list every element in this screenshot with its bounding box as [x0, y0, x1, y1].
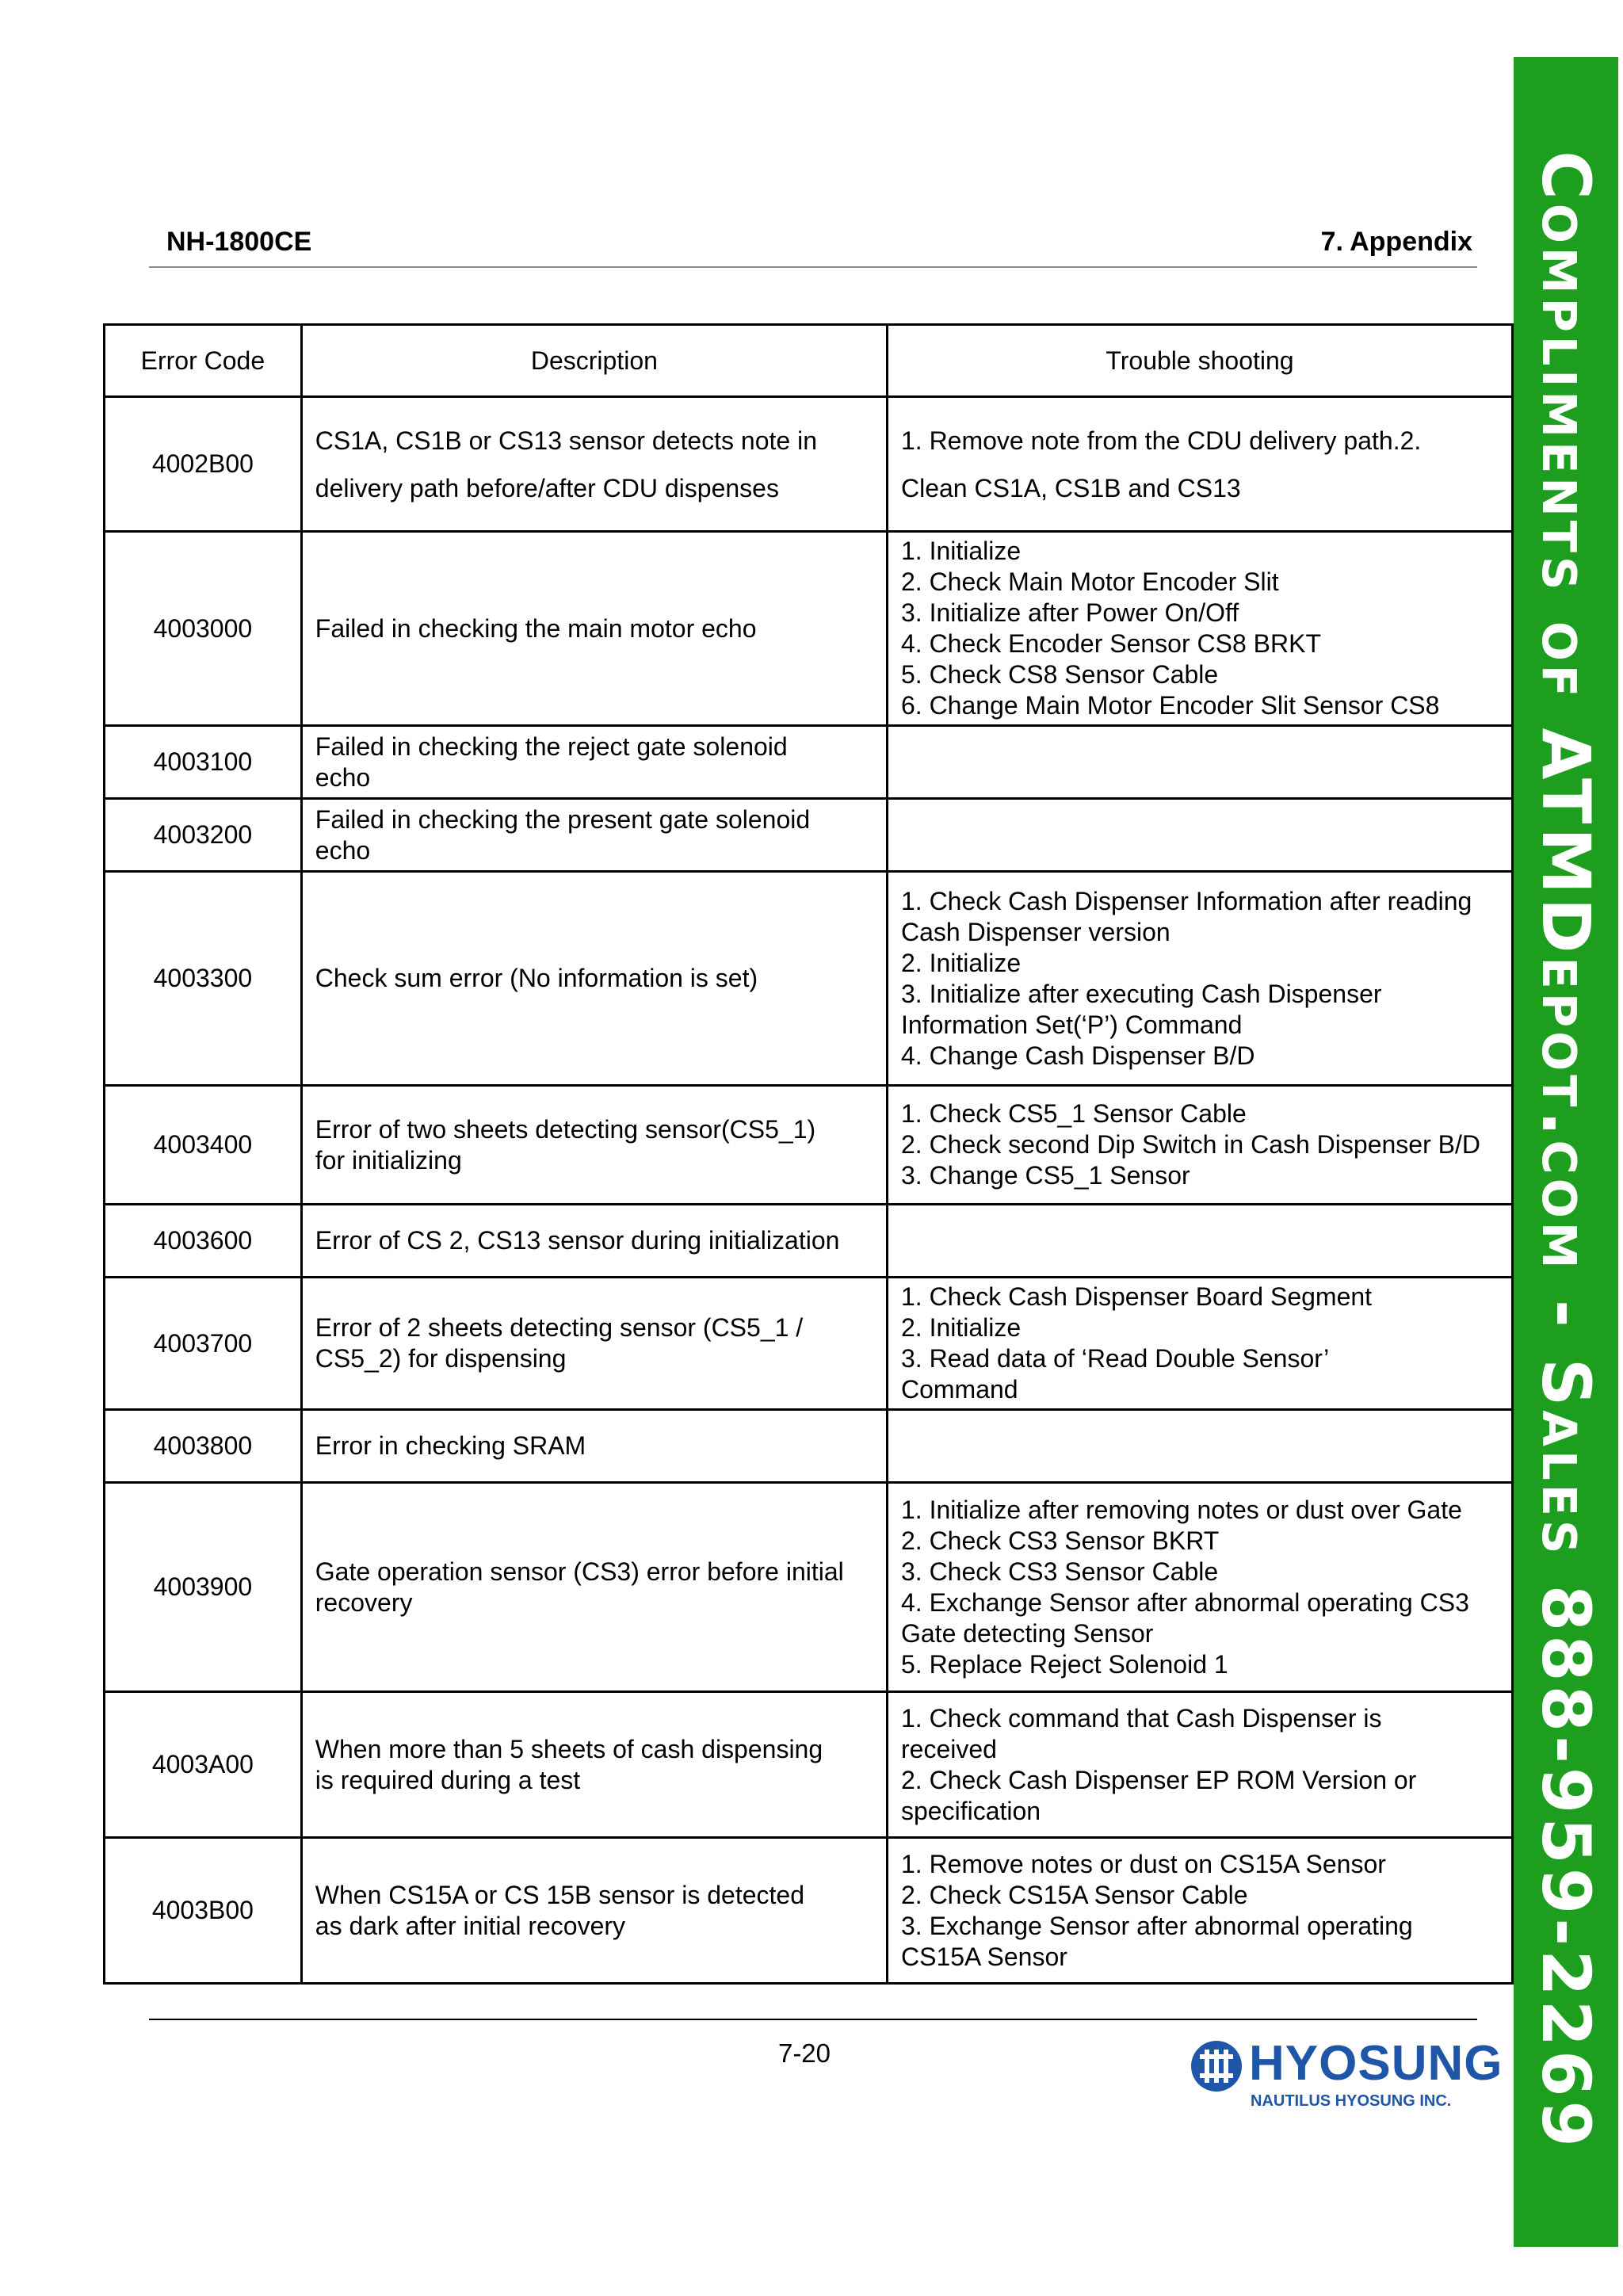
- description-line: as dark after initial recovery: [315, 1911, 626, 1940]
- table-row: [105, 1838, 1513, 1984]
- trouble-shooting-cell: [887, 1692, 1512, 1838]
- document-model: NH-1800CE: [166, 227, 312, 257]
- trouble-shooting-step: 3. Read data of ‘Read Double Sensor’: [900, 1344, 1330, 1373]
- description-line: Error of 2 sheets detecting sensor (CS5_1 /: [315, 1313, 804, 1342]
- table-row: [105, 799, 1513, 872]
- description-line: CS5_2) for dispensing: [315, 1344, 567, 1373]
- trouble-shooting-step: Gate detecting Sensor: [900, 1618, 1154, 1648]
- description-line: for initializing: [315, 1145, 462, 1175]
- description-line: CS1A, CS1B or CS13 sensor detects note in: [315, 426, 817, 455]
- side-banner-text: Compliments of ATMDepot.com - Sales 888-959-2269: [1527, 151, 1605, 2151]
- table-row: [105, 1205, 1513, 1278]
- description-line: echo: [315, 835, 371, 865]
- trouble-shooting-step: 1. Remove notes or dust on CS15A Sensor: [900, 1849, 1386, 1878]
- description-line: Error of CS 2, CS13 sensor during initialization: [315, 1226, 840, 1255]
- side-banner: [1514, 57, 1618, 2247]
- trouble-shooting-cell: [887, 1278, 1512, 1410]
- trouble-shooting-cell: [887, 1838, 1512, 1984]
- table-row: [105, 532, 1513, 726]
- description-line: Error in checking SRAM: [315, 1431, 586, 1460]
- trouble-shooting-cell: [887, 397, 1512, 532]
- trouble-shooting-step: 3. Initialize after executing Cash Dispenser: [900, 979, 1382, 1008]
- trouble-shooting-cell: [887, 799, 1512, 872]
- error-code-table: [103, 323, 1514, 1985]
- logo-subtext: NAUTILUS HYOSUNG INC.: [1251, 2092, 1452, 2110]
- column-header-description: Description: [301, 325, 887, 397]
- error-code-cell: 4003100: [105, 726, 302, 799]
- trouble-shooting-cell: [887, 1483, 1512, 1692]
- error-code-cell: 4003000: [105, 532, 302, 726]
- description-cell: [301, 1838, 887, 1984]
- description-line: Check sum error (No information is set): [315, 964, 758, 992]
- error-code-cell: 4003B00: [105, 1838, 302, 1984]
- description-cell: [301, 1692, 887, 1838]
- trouble-shooting-step: Information Set(‘P’) Command: [900, 1010, 1243, 1039]
- trouble-shooting-step: CS15A Sensor: [900, 1942, 1067, 1971]
- trouble-shooting-step: 1. Check CS5_1 Sensor Cable: [900, 1099, 1247, 1128]
- error-code-cell: 4003A00: [105, 1692, 302, 1838]
- description-line: When CS15A or CS 15B sensor is detected: [315, 1880, 804, 1909]
- table-row: [105, 726, 1513, 799]
- description-cell: [301, 397, 887, 532]
- error-code-cell: 4003300: [105, 872, 302, 1086]
- table-row: [105, 1692, 1513, 1838]
- description-line: Failed in checking the present gate solenoid: [315, 804, 811, 834]
- trouble-shooting-step: 5. Check CS8 Sensor Cable: [900, 660, 1219, 689]
- error-code-cell: 4003400: [105, 1086, 302, 1205]
- trouble-shooting-step: Command: [900, 1375, 1018, 1404]
- table-body: [105, 397, 1513, 1984]
- description-line: Failed in checking the main motor echo: [315, 613, 757, 643]
- logo-wordmark: HYOSUNG: [1249, 2036, 1503, 2091]
- trouble-shooting-step: 4. Change Cash Dispenser B/D: [900, 1041, 1255, 1070]
- trouble-shooting-step: 1. Initialize: [900, 537, 1022, 565]
- hyosung-logo: [1189, 2035, 1503, 2122]
- trouble-shooting-step: 4. Exchange Sensor after abnormal operating CS3: [900, 1587, 1469, 1617]
- description-cell: [301, 1410, 887, 1483]
- page-number: 7-20: [777, 2038, 831, 2068]
- description-cell: [301, 1278, 887, 1410]
- footer-divider: [149, 2019, 1477, 2020]
- trouble-shooting-step: 6. Change Main Motor Encoder Slit Sensor CS8: [900, 691, 1440, 720]
- error-code-cell: 4003700: [105, 1278, 302, 1410]
- table-header-row: [105, 325, 1513, 397]
- hyosung-emblem-icon: [1189, 2038, 1244, 2094]
- description-line: recovery: [315, 1587, 413, 1617]
- trouble-shooting-step: 3. Change CS5_1 Sensor: [900, 1161, 1190, 1190]
- trouble-shooting-step: 2. Check Cash Dispenser EP ROM Version or: [900, 1765, 1417, 1794]
- description-line: When more than 5 sheets of cash dispensing: [315, 1734, 823, 1763]
- trouble-shooting-step: 2. Initialize: [900, 948, 1022, 977]
- error-code-cell: 4003900: [105, 1483, 302, 1692]
- trouble-shooting-step: 1. Check command that Cash Dispenser is: [900, 1703, 1382, 1733]
- trouble-shooting-step: 2. Check Main Motor Encoder Slit: [900, 567, 1279, 596]
- table-row: [105, 1086, 1513, 1205]
- trouble-shooting-cell: [887, 872, 1512, 1086]
- trouble-shooting-cell: [887, 1205, 1512, 1278]
- table-row: [105, 397, 1513, 532]
- description-line: Failed in checking the reject gate solenoid: [315, 732, 788, 761]
- trouble-shooting-step: 1. Check Cash Dispenser Board Segment: [900, 1282, 1373, 1311]
- description-line: echo: [315, 762, 371, 792]
- description-cell: [301, 872, 887, 1086]
- table-row: [105, 1278, 1513, 1410]
- trouble-shooting-step: 3. Exchange Sensor after abnormal operating: [900, 1911, 1413, 1940]
- header-divider: [149, 266, 1477, 268]
- trouble-shooting-step: 2. Check CS3 Sensor BKRT: [900, 1526, 1220, 1555]
- trouble-shooting-step: specification: [900, 1796, 1041, 1825]
- trouble-shooting-step: 4. Check Encoder Sensor CS8 BRKT: [900, 629, 1321, 658]
- section-title: 7. Appendix: [1320, 227, 1472, 257]
- trouble-shooting-step: Cash Dispenser version: [900, 917, 1170, 946]
- error-code-cell: 4002B00: [105, 397, 302, 532]
- description-line: is required during a test: [315, 1765, 581, 1794]
- trouble-shooting-step: 3. Initialize after Power On/Off: [900, 598, 1239, 627]
- trouble-shooting-cell: [887, 1086, 1512, 1205]
- trouble-shooting-step: 2. Check CS15A Sensor Cable: [900, 1880, 1248, 1909]
- description-cell: [301, 726, 887, 799]
- trouble-shooting-step: 3. Check CS3 Sensor Cable: [900, 1557, 1219, 1586]
- description-line: Error of two sheets detecting sensor(CS5_1): [315, 1114, 816, 1144]
- trouble-shooting-step: 2. Check second Dip Switch in Cash Dispenser B/D: [900, 1130, 1480, 1159]
- error-code-cell: 4003200: [105, 799, 302, 872]
- trouble-shooting-step: Clean CS1A, CS1B and CS13: [900, 473, 1241, 502]
- error-code-cell: 4003800: [105, 1410, 302, 1483]
- column-header-trouble-shooting: Trouble shooting: [887, 325, 1512, 397]
- table-row: [105, 1483, 1513, 1692]
- description-cell: [301, 532, 887, 726]
- trouble-shooting-step: 1. Check Cash Dispenser Information after reading: [900, 886, 1472, 915]
- trouble-shooting-step: 2. Initialize: [900, 1313, 1022, 1342]
- column-header-error-code: Error Code: [105, 325, 302, 397]
- description-cell: [301, 1205, 887, 1278]
- table-row: [105, 872, 1513, 1086]
- description-cell: [301, 1086, 887, 1205]
- table-row: [105, 1410, 1513, 1483]
- trouble-shooting-cell: [887, 532, 1512, 726]
- trouble-shooting-step: 1. Remove note from the CDU delivery path.2.: [900, 426, 1422, 455]
- error-code-cell: 4003600: [105, 1205, 302, 1278]
- trouble-shooting-step: 5. Replace Reject Solenoid 1: [900, 1649, 1228, 1679]
- trouble-shooting-cell: [887, 726, 1512, 799]
- description-cell: [301, 1483, 887, 1692]
- description-line: delivery path before/after CDU dispenses: [315, 473, 779, 502]
- trouble-shooting-cell: [887, 1410, 1512, 1483]
- trouble-shooting-step: received: [900, 1734, 997, 1763]
- description-line: Gate operation sensor (CS3) error before initial: [315, 1557, 844, 1586]
- trouble-shooting-step: 1. Initialize after removing notes or dust over Gate: [900, 1495, 1462, 1524]
- description-cell: [301, 799, 887, 872]
